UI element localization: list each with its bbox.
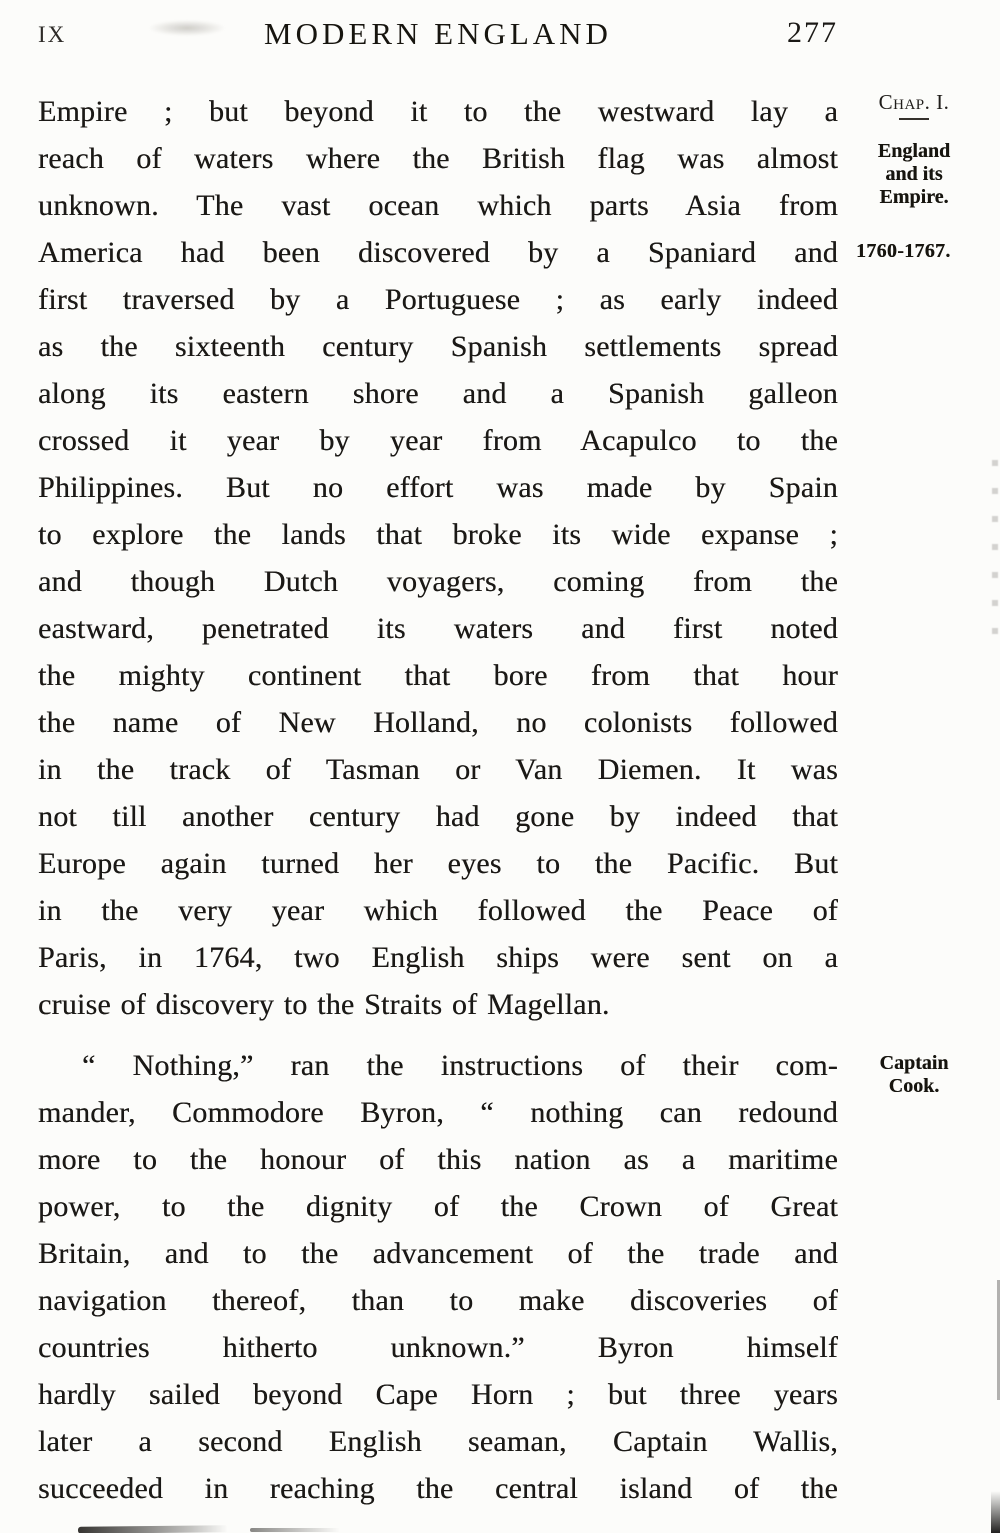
text-line: countries hitherto unknown.” Byron himself: [38, 1331, 838, 1364]
text-line: cruise of discovery to the Straits of Magellan.: [38, 988, 610, 1021]
text-line: America had been discovered by a Spaniard and: [38, 236, 838, 269]
body-text: [38, 88, 838, 1512]
text-line: in the track of Tasman or Van Diemen. It was: [38, 753, 838, 786]
scan-streak-artifact: [78, 1525, 228, 1533]
text-line: and though Dutch voyagers, coming from the: [38, 565, 838, 598]
margin-note-line: and its: [885, 163, 943, 185]
margin-note-line: Captain: [879, 1052, 949, 1074]
text-line: later a second English seaman, Captain Wallis,: [38, 1425, 838, 1458]
text-line: Philippines. But no effort was made by Spain: [38, 471, 838, 504]
margin-note-line: Cook.: [888, 1075, 940, 1097]
text-line: mander, Commodore Byron, “ nothing can redound: [38, 1096, 838, 1129]
text-line: eastward, penetrated its waters and first noted: [38, 612, 838, 645]
text-line: the mighty continent that bore from that hour: [38, 659, 838, 692]
scan-specks-artifact: [992, 460, 998, 640]
margin-note-captain-cook: [856, 1052, 972, 1098]
chapter-rule: [899, 118, 929, 120]
scan-corner-artifact: [991, 1491, 1000, 1533]
text-line: in the very year which followed the Peace of: [38, 894, 838, 927]
text-line: Europe again turned her eyes to the Pacific. But: [38, 847, 838, 880]
text-line: to explore the lands that broke its wide expanse ;: [38, 518, 838, 551]
text-line: reach of waters where the British flag was almost: [38, 142, 838, 175]
margin-note-line: Empire.: [879, 186, 949, 208]
text-line: “ Nothing,” ran the instructions of their com-: [82, 1049, 838, 1082]
text-line: the name of New Holland, no colonists followed: [38, 706, 838, 739]
text-line: succeeded in reaching the central island of the: [38, 1472, 838, 1505]
margin-notes: [856, 88, 978, 1488]
text-line: power, to the dignity of the Crown of Great: [38, 1190, 838, 1223]
margin-note-chapter: [856, 90, 972, 120]
text-line: Paris, in 1764, two English ships were sent on a: [38, 941, 838, 974]
text-line: hardly sailed beyond Cape Horn ; but three years: [38, 1378, 838, 1411]
text-line: unknown. The vast ocean which parts Asia from: [38, 189, 838, 222]
text-line: first traversed by a Portuguese ; as early indeed: [38, 283, 838, 316]
text-line: as the sixteenth century Spanish settlements spread: [38, 330, 838, 363]
chapter-label: Chap. I.: [878, 90, 950, 114]
chapter-folio: IX: [38, 22, 67, 47]
text-line: crossed it year by year from Acapulco to the: [38, 424, 838, 457]
text-line: more to the honour of this nation as a maritime: [38, 1143, 838, 1176]
margin-note-date-range: 1760-1767.: [856, 240, 951, 262]
margin-note-line: England: [877, 140, 951, 162]
page-number: 277: [787, 16, 838, 49]
paragraph: [38, 1042, 838, 1512]
scan-streak-artifact: [250, 1528, 340, 1532]
text-line: Empire ; but beyond it to the westward lay a: [38, 95, 838, 128]
text-line: not till another century had gone by indeed that: [38, 800, 838, 833]
text-line: along its eastern shore and a Spanish galleon: [38, 377, 838, 410]
paragraph: [38, 88, 838, 1028]
text-line: navigation thereof, than to make discoveries of: [38, 1284, 838, 1317]
running-title: MODERN ENGLAND: [264, 16, 612, 51]
page-header: [38, 16, 838, 56]
text-line: Britain, and to the advancement of the trade and: [38, 1237, 838, 1270]
margin-note-england-empire: [856, 140, 972, 209]
